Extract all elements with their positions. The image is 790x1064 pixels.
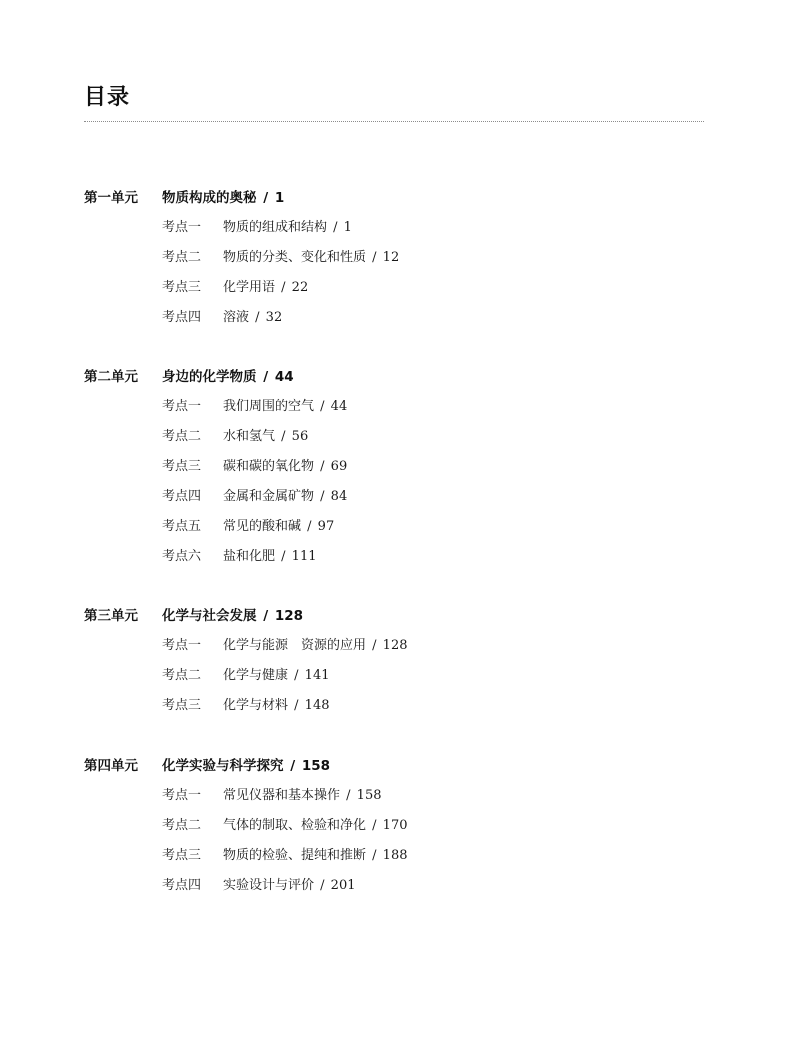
topic-item[interactable]: 考点五 常见的酸和碱 / 97	[84, 512, 704, 542]
topic-item[interactable]: 考点一 我们周围的空气 / 44	[84, 392, 704, 422]
topic-page: 111	[291, 549, 317, 564]
topic-title: 化学用语	[223, 280, 276, 295]
unit-heading[interactable]: 第二单元 身边的化学物质 / 44	[84, 362, 704, 392]
topic-label: 考点四	[162, 489, 202, 504]
unit-label: 第三单元	[84, 608, 138, 624]
topic-page: 148	[304, 698, 330, 713]
topic-label: 考点五	[162, 519, 202, 534]
topic-title: 我们周围的空气	[223, 399, 315, 414]
topic-label: 考点一	[162, 220, 202, 235]
topic-page: 84	[330, 489, 348, 504]
unit-heading[interactable]: 第三单元 化学与社会发展 / 128	[84, 601, 704, 631]
topic-item[interactable]: 考点一 物质的组成和结构 / 1	[84, 213, 704, 243]
topic-page: 158	[356, 788, 382, 803]
topic-page: 170	[382, 818, 408, 833]
topic-title: 金属和金属矿物	[223, 489, 315, 504]
topic-label: 考点二	[162, 818, 202, 833]
topic-label: 考点四	[162, 310, 202, 325]
topic-item[interactable]: 考点三 碳和碳的氧化物 / 69	[84, 452, 704, 482]
topic-title: 化学与能源 资源的应用	[223, 638, 367, 653]
unit-title: 身边的化学物质	[162, 369, 257, 385]
topic-page: 201	[330, 878, 356, 893]
topic-item[interactable]: 考点六 盐和化肥 / 111	[84, 542, 704, 572]
topic-page: 141	[304, 668, 330, 683]
topic-label: 考点一	[162, 399, 202, 414]
topic-page: 56	[291, 429, 309, 444]
unit-title: 化学与社会发展	[162, 608, 257, 624]
topic-page: 69	[330, 459, 348, 474]
topic-title: 化学与材料	[223, 698, 289, 713]
unit-label: 第二单元	[84, 369, 138, 385]
topic-label: 考点三	[162, 459, 202, 474]
topic-title: 水和氢气	[223, 429, 276, 444]
unit-label: 第一单元	[84, 190, 138, 206]
topic-item[interactable]: 考点四 溶液 / 32	[84, 303, 704, 333]
topic-page: 22	[291, 280, 309, 295]
topic-page: 128	[382, 638, 408, 653]
unit-label: 第四单元	[84, 758, 138, 774]
topic-page: 12	[382, 250, 400, 265]
unit-page: 158	[301, 758, 331, 774]
topic-title: 溶液	[223, 310, 250, 325]
unit-title: 物质构成的奥秘	[162, 190, 257, 206]
topic-title: 物质的组成和结构	[223, 220, 328, 235]
topic-label: 考点三	[162, 848, 202, 863]
topic-title: 化学与健康	[223, 668, 289, 683]
topic-item[interactable]: 考点三 化学与材料 / 148	[84, 691, 704, 721]
topic-item[interactable]: 考点三 物质的检验、提纯和推断 / 188	[84, 841, 704, 871]
topic-title: 碳和碳的氧化物	[223, 459, 315, 474]
topic-label: 考点四	[162, 878, 202, 893]
topic-item[interactable]: 考点一 常见仪器和基本操作 / 158	[84, 781, 704, 811]
unit-2	[84, 362, 704, 572]
topic-item[interactable]: 考点二 物质的分类、变化和性质 / 12	[84, 243, 704, 273]
topic-label: 考点二	[162, 668, 202, 683]
topic-item[interactable]: 考点二 气体的制取、检验和净化 / 170	[84, 811, 704, 841]
unit-heading[interactable]: 第四单元 化学实验与科学探究 / 158	[84, 751, 704, 781]
topic-title: 物质的分类、变化和性质	[223, 250, 367, 265]
topic-page: 32	[265, 310, 283, 325]
topic-label: 考点二	[162, 250, 202, 265]
topic-title: 实验设计与评价	[223, 878, 315, 893]
topic-page: 44	[330, 399, 348, 414]
topic-title: 常见仪器和基本操作	[223, 788, 341, 803]
topic-page: 1	[343, 220, 352, 235]
unit-4	[84, 751, 704, 901]
unit-1	[84, 183, 704, 333]
topic-label: 考点二	[162, 429, 202, 444]
topic-label: 考点六	[162, 549, 202, 564]
unit-title: 化学实验与科学探究	[162, 758, 284, 774]
topic-title: 常见的酸和碱	[223, 519, 302, 534]
unit-3	[84, 601, 704, 721]
topic-page: 97	[317, 519, 335, 534]
topic-item[interactable]: 考点三 化学用语 / 22	[84, 273, 704, 303]
topic-title: 盐和化肥	[223, 549, 276, 564]
unit-page: 44	[274, 369, 294, 385]
topic-label: 考点三	[162, 698, 202, 713]
unit-page: 128	[274, 608, 304, 624]
unit-page: 1	[274, 190, 285, 206]
topic-item[interactable]: 考点二 化学与健康 / 141	[84, 661, 704, 691]
page-title: 目录	[84, 85, 131, 110]
topic-item[interactable]: 考点四 金属和金属矿物 / 84	[84, 482, 704, 512]
title-divider	[84, 121, 704, 122]
topic-item[interactable]: 考点四 实验设计与评价 / 201	[84, 871, 704, 901]
topic-item[interactable]: 考点二 水和氢气 / 56	[84, 422, 704, 452]
topic-page: 188	[382, 848, 408, 863]
topic-title: 物质的检验、提纯和推断	[223, 848, 367, 863]
topic-label: 考点一	[162, 638, 202, 653]
unit-heading[interactable]: 第一单元 物质构成的奥秘 / 1	[84, 183, 704, 213]
topic-label: 考点三	[162, 280, 202, 295]
topic-title: 气体的制取、检验和净化	[223, 818, 367, 833]
topic-item[interactable]: 考点一 化学与能源 资源的应用 / 128	[84, 631, 704, 661]
topic-label: 考点一	[162, 788, 202, 803]
